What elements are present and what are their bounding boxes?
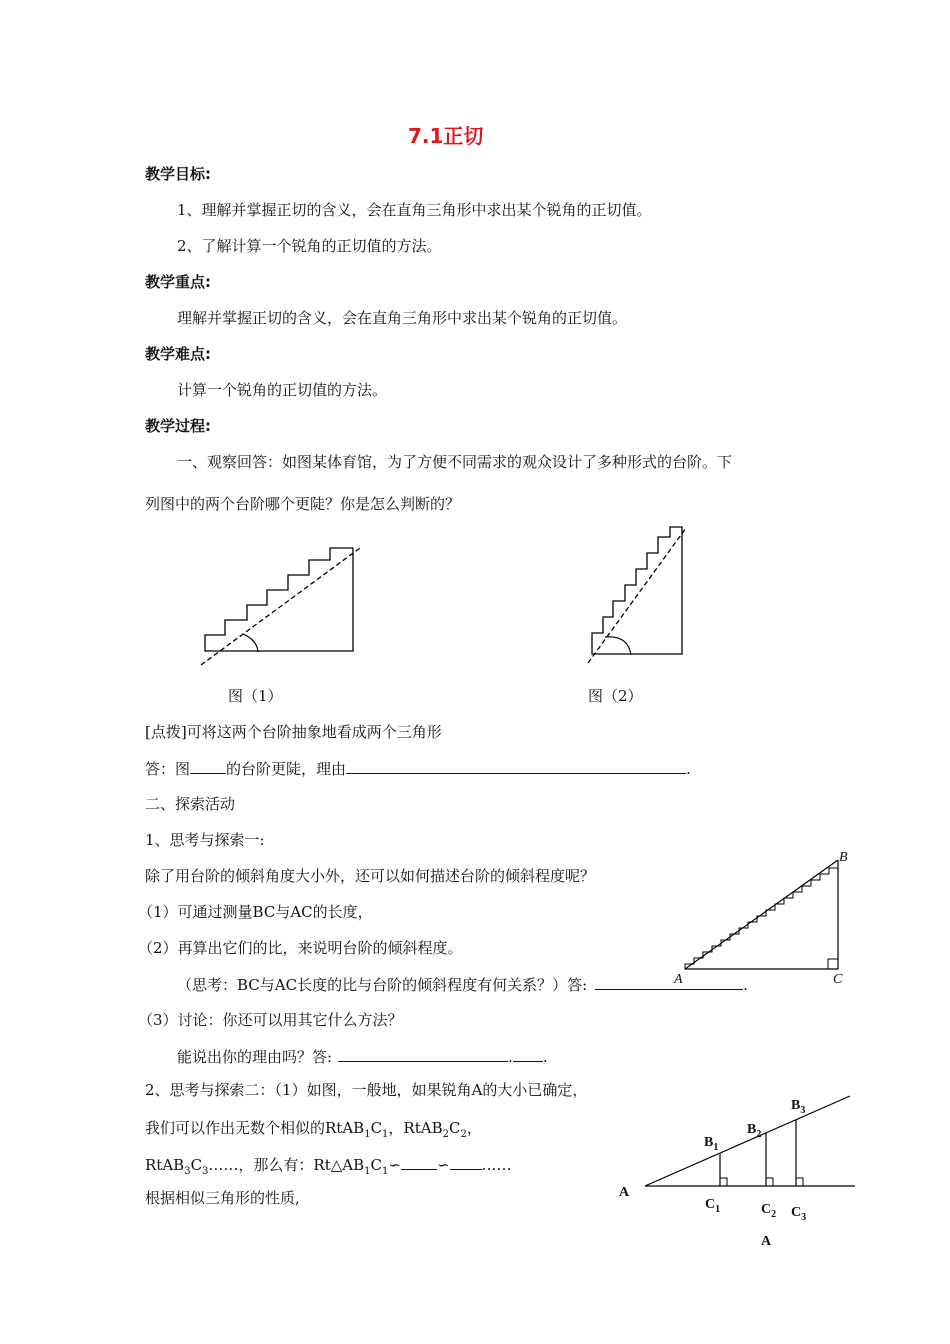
similar-symbol-2: ∽ xyxy=(436,1156,450,1174)
think1-step-2: （2）再算出它们的比，来说明台阶的倾斜程度。 xyxy=(138,939,463,957)
staircase-figure-1 xyxy=(195,540,370,670)
figure-1-caption: 图（1） xyxy=(228,687,283,705)
think2-line-3b: ……，那么有：Rt△AB xyxy=(208,1156,365,1174)
label-A: A xyxy=(674,972,683,987)
sim-label-A: A xyxy=(619,1185,630,1200)
hint-text: [点拨]可将这两个台阶抽象地看成两个三角形 xyxy=(145,723,442,741)
think2-line-3-text: RtAB xyxy=(145,1156,185,1174)
sim-label-C2: $C_2$ xyxy=(761,1202,777,1220)
difficulty-text: 计算一个锐角的正切值的方法。 xyxy=(177,381,388,399)
process-heading: 教学过程: xyxy=(145,417,211,435)
think2-line-3: $RtAB_3C_3\dots\dots$，那么有：$Rt\triangle AB_1C_1∽$ ∽ …… xyxy=(145,1156,512,1177)
think1-step-3: （3）讨论：你还可以用其它什么方法？ xyxy=(138,1011,403,1029)
similar-blank-2[interactable] xyxy=(450,1154,482,1170)
label-C: C xyxy=(833,972,843,987)
think1-reason xyxy=(177,1046,548,1067)
think1-reason-text: 能说出你的理由吗？答: xyxy=(177,1048,333,1066)
sim-label-C1: $C_1$ xyxy=(705,1197,721,1215)
sub-3b: 3 xyxy=(202,1166,209,1177)
answer-end: . xyxy=(686,760,691,778)
sim-label-B3: $B_3$ xyxy=(791,1098,806,1116)
similar-symbol-1: ∽ xyxy=(388,1156,401,1174)
sub-3a: 3 xyxy=(184,1166,191,1177)
staircase-triangle-figure xyxy=(670,848,855,998)
similar-triangles-figure xyxy=(635,1090,865,1200)
sub-2b: 2 xyxy=(460,1129,467,1140)
think1-reflect xyxy=(177,974,748,995)
think2-line-2: 我们可以作出无数个相似的$RtAB_1C_1$，$RtAB_2C_2$， xyxy=(145,1119,482,1140)
difficulty-heading: 教学难点: xyxy=(145,345,211,363)
sub-2a: 2 xyxy=(442,1129,449,1140)
explore-heading: 二、探索活动 xyxy=(145,795,236,813)
think2-line-1: 2、思考与探索二：（1）如图，一般地，如果锐角A的大小已确定， xyxy=(145,1081,588,1099)
think1-reflect-end: . xyxy=(743,976,748,994)
think1-reason-end: . xyxy=(542,1048,548,1066)
sim-label-A-below: A xyxy=(761,1234,772,1249)
answer-line xyxy=(145,758,691,779)
label-B: B xyxy=(839,850,848,865)
answer-mid: 的台阶更陡，理由 xyxy=(226,760,347,778)
similar-blank-1[interactable] xyxy=(401,1154,437,1170)
staircase-figure-2 xyxy=(580,525,690,665)
sim-label-B2: $B_2$ xyxy=(747,1122,762,1140)
answer-figure-blank[interactable] xyxy=(190,758,226,774)
goals-heading: 教学目标: xyxy=(145,165,211,183)
think2-line-2-text: 我们可以作出无数个相似的RtAB xyxy=(145,1119,365,1137)
sub-1d: 1 xyxy=(382,1166,389,1177)
think1-step-1: （1）可通过测量BC与AC的长度， xyxy=(138,903,373,921)
think1-heading: 1、思考与探索一: xyxy=(145,831,265,849)
figure-2-caption: 图（2） xyxy=(588,687,643,705)
think1-reflect-text: （思考：BC与AC长度的比与台阶的倾斜程度有何关系？）答: xyxy=(177,976,588,994)
think2-line-4: 根据相似三角形的性质, xyxy=(145,1189,300,1207)
think1-reason-blank-1[interactable] xyxy=(338,1046,508,1062)
key-heading: 教学重点: xyxy=(145,273,211,291)
sub-1a: 1 xyxy=(364,1129,371,1140)
sim-label-C3: $C_3$ xyxy=(791,1205,807,1223)
sub-1b: 1 xyxy=(382,1129,389,1140)
sub-1c: 1 xyxy=(364,1166,371,1177)
page-title: 7.1正切 xyxy=(408,124,484,148)
goal-1: 1、理解并掌握正切的含义，会在直角三角形中求出某个锐角的正切值。 xyxy=(177,201,652,219)
observe-line-1: 一、观察回答：如图某体育馆，为了方便不同需求的观众设计了多种形式的台阶。下 xyxy=(177,453,733,471)
sim-label-B1: $B_1$ xyxy=(704,1135,719,1153)
think1-reason-dot: . xyxy=(508,1048,513,1066)
goal-2: 2、了解计算一个锐角的正切值的方法。 xyxy=(177,237,442,255)
observe-line-2: 列图中的两个台阶哪个更陡？你是怎么判断的？ xyxy=(145,495,461,513)
key-text: 理解并掌握正切的含义，会在直角三角形中求出某个锐角的正切值。 xyxy=(177,309,628,327)
think1-reason-blank-2[interactable] xyxy=(513,1046,543,1062)
think1-question: 除了用台阶的倾斜角度大小外，还可以如何描述台阶的倾斜程度呢？ xyxy=(145,867,596,885)
answer-reason-blank[interactable] xyxy=(346,758,686,774)
answer-prefix: 答：图 xyxy=(145,760,191,778)
